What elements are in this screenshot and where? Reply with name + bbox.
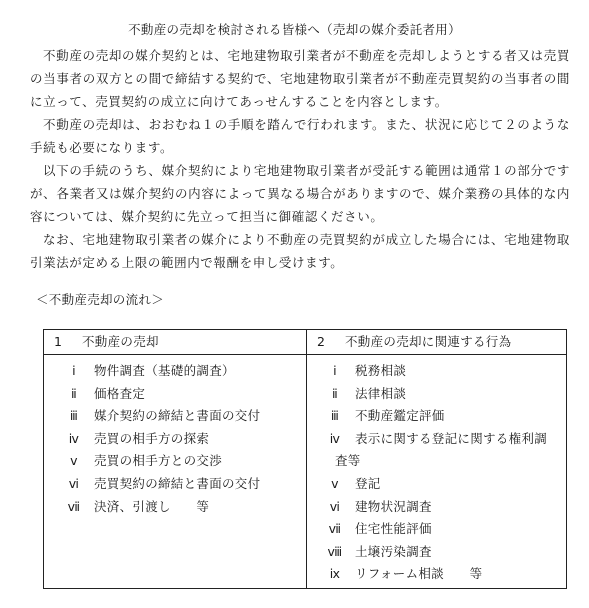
item-numeral: ⅴ [331, 475, 339, 491]
paragraph-sale-procedure: 不動産の売却は、おおむね１の手順を踏んで行われます。また、状況に応じて２のような手続も必要になります。 [30, 117, 570, 155]
item-text-continuation: 査等 [335, 453, 361, 469]
list-item [307, 563, 566, 586]
related-acts-header [307, 330, 566, 355]
item-numeral: ⅱ [331, 385, 339, 401]
item-numeral: ⅰ [72, 363, 76, 378]
item-text: 登記 [355, 475, 381, 491]
sale-flow-table [43, 329, 567, 589]
sale-steps-heading: 不動産の売却 [82, 334, 159, 349]
sale-steps-column [44, 330, 307, 588]
item-text: 物件調査（基礎的調査） [94, 363, 235, 378]
flow-heading: ＜不動産売却の流れ＞ [36, 292, 165, 307]
item-numeral: ⅵ [329, 498, 341, 514]
item-text: リフォーム相談 等 [355, 566, 483, 582]
list-item [307, 496, 566, 519]
list-item [307, 428, 566, 473]
list-item [44, 405, 306, 428]
list-item [44, 428, 306, 451]
item-numeral: ⅷ [327, 543, 343, 559]
list-item [44, 450, 306, 473]
item-text: 価格査定 [94, 385, 146, 401]
item-text: 表示に関する登記に関する権利調 [355, 430, 548, 446]
list-item [307, 541, 566, 564]
list-item [307, 383, 566, 406]
sale-steps-number: 1 [54, 334, 62, 349]
item-numeral: ⅳ [329, 430, 341, 446]
item-text: 建物状況調査 [355, 498, 432, 514]
item-numeral: ⅴ [70, 453, 78, 469]
item-numeral: ⅵ [68, 475, 80, 491]
list-item [307, 360, 566, 383]
list-item [307, 405, 566, 428]
item-numeral: ⅲ [330, 408, 340, 424]
item-numeral: ⅰ [333, 363, 337, 378]
item-text: 売買契約の締結と書面の交付 [94, 475, 261, 491]
related-acts-list [307, 354, 566, 586]
list-item [44, 496, 306, 519]
sale-steps-header [44, 330, 306, 355]
related-acts-number: 2 [317, 334, 325, 349]
document-title: 不動産の売却を検討される皆様へ（売却の媒介委託者用） [128, 22, 461, 37]
list-item [44, 473, 306, 496]
item-text: 税務相談 [355, 363, 407, 378]
paragraph-mediation-contract: 不動産の売却の媒介契約とは、宅地建物取引業者が不動産を売却しようとする者又は売買の当事者の双方との間で締結する契約で、宅地建物取引業者が不動産売買契約の当事者の間に立って、売買契約の成立に向けてあっせんすることを内容とします。 [30, 48, 570, 109]
item-text: 決済、引渡し 等 [94, 498, 210, 514]
related-acts-heading: 不動産の売却に関連する行為 [345, 334, 512, 349]
list-item [44, 360, 306, 383]
related-acts-column [307, 330, 566, 588]
sale-steps-list [44, 354, 306, 518]
item-numeral: ⅶ [67, 498, 81, 514]
item-text: 不動産鑑定評価 [355, 408, 445, 424]
list-item [44, 383, 306, 406]
list-item [307, 473, 566, 496]
item-numeral: ⅱ [70, 385, 78, 401]
item-text: 土壌汚染調査 [355, 543, 432, 559]
item-numeral: ⅶ [328, 521, 342, 537]
item-text: 売買の相手方の探索 [94, 430, 210, 446]
item-text: 法律相談 [355, 385, 407, 401]
item-text: 媒介契約の締結と書面の交付 [94, 408, 261, 424]
list-item [307, 518, 566, 541]
item-numeral: ⅲ [69, 408, 79, 424]
paragraph-scope-of-entrustment: 以下の手続のうち、媒介契約により宅地建物取引業者が受託する範囲は通常１の部分ですが、各業者又は媒介契約の内容によって異なる場合がありますので、媒介業務の具体的な内容については、媒介契約に先立って担当に御確認ください。 [30, 163, 570, 224]
item-text: 住宅性能評価 [355, 521, 432, 537]
paragraph-brokerage-fee: なお、宅地建物取引業者の媒介により不動産の売買契約が成立した場合には、宅地建物取引業法が定める上限の範囲内で報酬を申し受けます。 [30, 232, 570, 270]
item-numeral: ⅸ [329, 566, 341, 582]
item-text: 売買の相手方との交渉 [94, 453, 223, 469]
item-numeral: ⅳ [68, 430, 80, 446]
